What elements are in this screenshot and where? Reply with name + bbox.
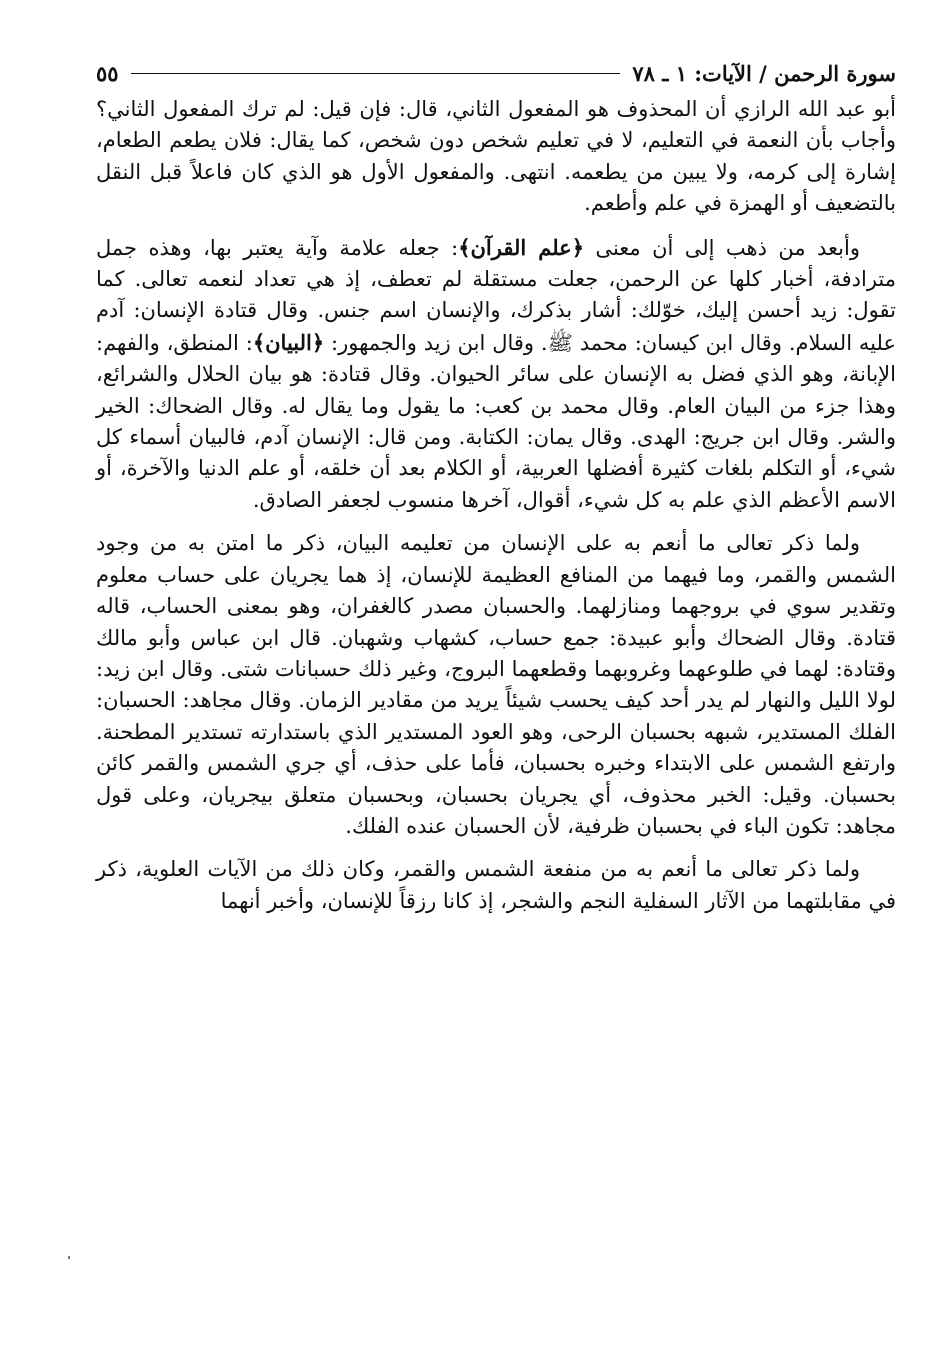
paragraph-2-lead: وأبعد من ذهب إلى أن معنى [584,235,860,260]
paragraph-1 [96,94,896,220]
page [96,56,896,929]
paragraph-2-body: : جعله علامة وآية يعتبر بها، وهذه جمل مترادفة، أخبار كلها عن الرحمن، جعلت مستقلة لم تعطف، إذ هي تعداد لنعمه تعالى. كما تقول: زيد أحسن إليك، خوّلك: أشار بذكرك، والإنسان اسم جنس. وقال قتادة الإنسان: آدم عليه السلام. وقال ابن كيسان: محمد ﷺ. وقال ابن زيد والجمهور: [96,235,896,355]
paragraph-3 [96,528,896,842]
scan-speck [68,1256,70,1259]
running-header [96,56,896,90]
page-number: ٥٥ [96,60,119,86]
paragraph-2-tail: : المنطق، والفهم: الإبانة، وهو الذي فضل به الإنسان على سائر الحيوان. وقال قتادة: هو بيان الحلال والشرائع، وهذا جزء من البيان العام. وقال محمد بن كعب: ما يقول وما يقال له. وقال الضحاك: الخير والشر. وقال ابن جريج: الهدى. وقال يمان: الكتابة. ومن قال: الإنسان آدم، فالبيان أسماء كل شيء، أو التكلم بلغات كثيرة أفضلها العربية، أو الكلام بعد أن خلقه، أو علم الدنيا والآخرة، أو الاسم الأعظم الذي علم به كل شيء، أقوال، آخرها منسوب لجعفر الصادق. [96,330,896,512]
paragraph-1-text: أبو عبد الله الرازي أن المحذوف هو المفعول الثاني، قال: فإن قيل: لم ترك المفعول الثاني؟ وأجاب بأن النعمة في التعليم، لا في تعليم شخص دون شخص، كما يقال: فلان يطعم الطعام، إشارة إلى كرمه، ولا يبين من يطعمه. انتهى. والمفعول الأول هو الذي كان فاعلاً قبل النقل بالتضعيف أو الهمزة في علم وأطعم. [96,97,896,216]
quran-term: ﴿علم القرآن﴾ [458,234,585,260]
paragraph-3-text: ولما ذكر تعالى ما أنعم به على الإنسان من تعليمه البيان، ذكر ما امتن به من وجود الشمس والقمر، وما فيهما من المنافع العظيمة للإنسان، إذ هما يجريان على حساب معلوم وتقدير سوي في بروجهما ومنازلهما. والحسبان مصدر كالغفران، وهو بمعنى الحساب، قاله قتادة. وقال الضحاك وأبو عبيدة: جمع حساب، كشهاب وشهبان. قال ابن عباس وأبو مالك وقتادة: لهما في طلوعهما وغروبهما وقطعهما البروج، وغير ذلك حسبانات شتى. وقال ابن زيد: لولا الليل والنهار لم يدر أحد كيف يحسب شيئاً يريد من مقادير الزمان. وقال مجاهد: الحسبان: الفلك المستدير، شبهه بحسبان الرحى، وهو العود المستدير الذي باستدارته تستدير المطحنة. وارتفع الشمس على الابتداء وخبره بحسبان، فأما على حذف، أي جري الشمس والقمر كائن بحسبان. وقيل: الخبر محذوف، أي يجريان بحسبان، وبحسبان متعلق بيجريان، وعلى قول مجاهد: تكون الباء في بحسبان ظرفية، لأن الحسبان عنده الفلك. [96,531,896,838]
quran-term-2: ﴿البيان﴾ [252,329,325,355]
header-rule [131,73,621,74]
header-title: سورة الرحمن / الآيات: ١ ـ ٧٨ [632,60,896,86]
paragraph-2 [96,232,896,517]
paragraph-4-text: ولما ذكر تعالى ما أنعم به من منفعة الشمس والقمر، وكان ذلك من الآيات العلوية، ذكر في مقابلتهما من الآثار السفلية النجم والشجر، إذ كانا رزقاً للإنسان، وأخبر أنهما [96,857,896,913]
paragraph-4 [96,854,896,917]
